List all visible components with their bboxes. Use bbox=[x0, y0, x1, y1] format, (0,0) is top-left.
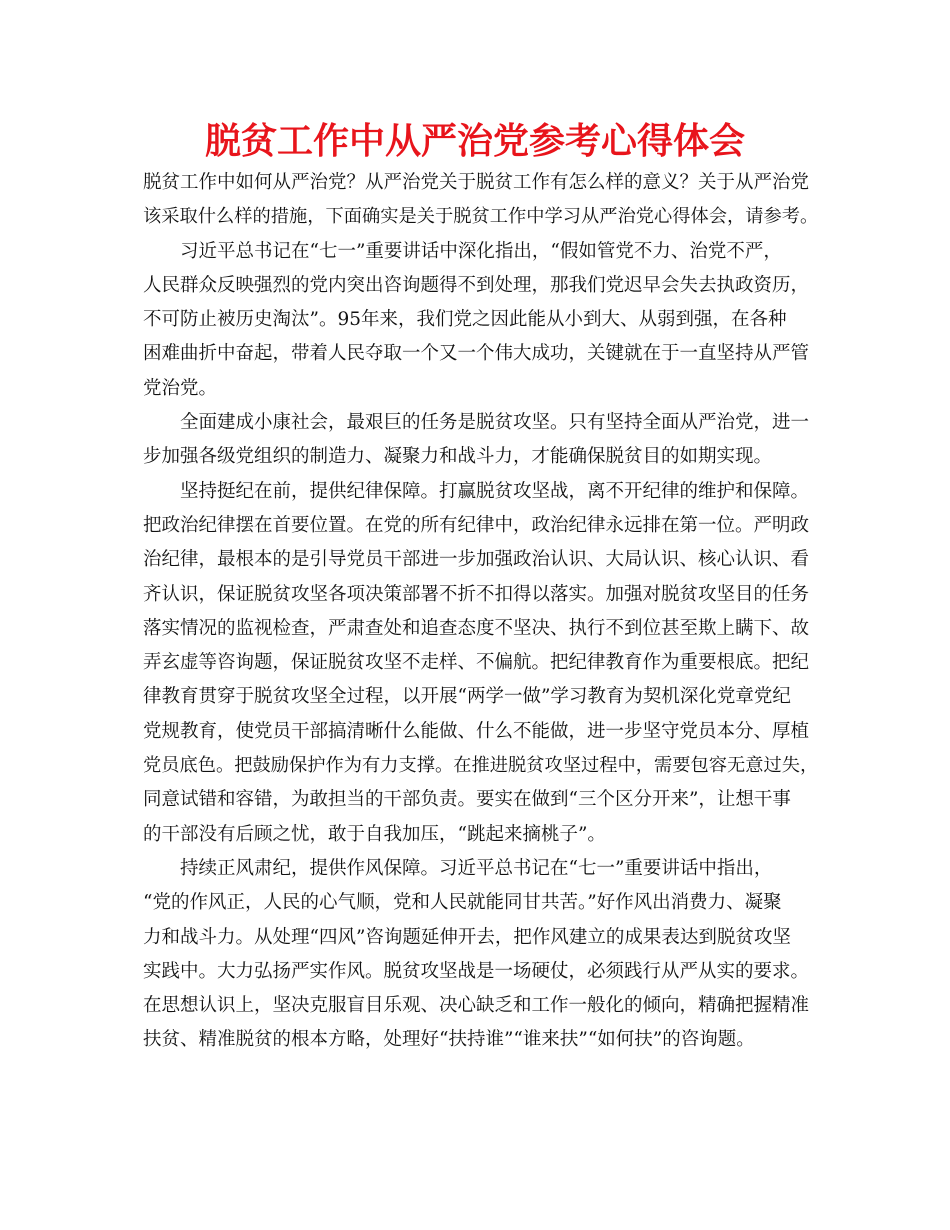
paragraph-line: 齐认识，保证脱贫攻坚各项决策部署不折不扣得以落实。加强对脱贫攻坚目的任务 bbox=[143, 583, 810, 605]
paragraph-line: 全面建成小康社会，最艰巨的任务是脱贫攻坚。只有坚持全面从严治党，进一 bbox=[180, 412, 810, 434]
paragraph-line: 党治党。 bbox=[143, 377, 218, 399]
paragraph-line: 不可防止被历史淘汰”。95年来，我们党之因此能从小到大、从弱到强，在各种 bbox=[143, 309, 787, 331]
document-title: 脱贫工作中从严治党参考心得体会 bbox=[204, 121, 745, 162]
paragraph-line: 弄玄虚等咨询题，保证脱贫攻坚不走样、不偏航。把纪律教育作为重要根底。把纪 bbox=[143, 652, 810, 674]
paragraph-line: “党的作风正，人民的心气顺，党和人民就能同甘共苦。”好作风出消费力、凝聚 bbox=[143, 892, 782, 914]
paragraph-line: 在思想认识上，坚决克服盲目乐观、决心缺乏和工作一般化的倾向，精确把握精准 bbox=[143, 995, 810, 1017]
paragraph-line: 困难曲折中奋起，带着人民夺取一个又一个伟大成功，关键就在于一直坚持从严管 bbox=[143, 343, 810, 365]
paragraph-line: 党员底色。把鼓励保护作为有力支撑。在推进脱贫攻坚过程中，需要包容无意过失， bbox=[143, 755, 819, 777]
paragraph-line: 治纪律，最根本的是引导党员干部进一步加强政治认识、大局认识、核心认识、看 bbox=[143, 549, 810, 571]
paragraph-line: 律教育贯穿于脱贫攻坚全过程，以开展“两学一做”学习教育为契机深化党章党纪 bbox=[143, 686, 791, 708]
paragraph-line: 步加强各级党组织的制造力、凝聚力和战斗力，才能确保脱贫目的如期实现。 bbox=[143, 446, 773, 468]
paragraph-line: 坚持挺纪在前，提供纪律保障。打赢脱贫攻坚战，离不开纪律的维护和保障。 bbox=[180, 480, 810, 502]
paragraph bbox=[143, 166, 823, 235]
paragraph-line: 人民群众反映强烈的党内突出咨询题得不到处理，那我们党迟早会失去执政资历， bbox=[143, 274, 810, 296]
document-body bbox=[143, 166, 823, 1058]
paragraph-line: 的干部没有后顾之忧，敢于自我加压，“跳起来摘桃子”。 bbox=[143, 823, 606, 845]
paragraph-line: 实践中。大力弘扬严实作风。脱贫攻坚战是一场硬仗，必须践行从严从实的要求。 bbox=[143, 960, 810, 982]
paragraph-line: 落实情况的监视检查，严肃查处和追查态度不坚决、执行不到位甚至欺上瞒下、故 bbox=[143, 617, 810, 639]
paragraph bbox=[143, 235, 823, 406]
paragraph-line: 同意试错和容错，为敢担当的干部负责。要实在做到“三个区分开来”，让想干事 bbox=[143, 789, 791, 811]
paragraph-line: 把政治纪律摆在首要位置。在党的所有纪律中，政治纪律永远排在第一位。严明政 bbox=[143, 514, 810, 536]
paragraph-line: 持续正风肃纪，提供作风保障。习近平总书记在“七一”重要讲话中指出， bbox=[180, 857, 773, 879]
paragraph bbox=[143, 406, 823, 475]
paragraph bbox=[143, 475, 823, 852]
paragraph-line: 扶贫、精准脱贫的根本方略，处理好“扶持谁”“谁来扶”“如何扶”的咨询题。 bbox=[143, 1029, 755, 1051]
paragraph-line: 习近平总书记在“七一”重要讲话中深化指出，“假如管党不力、治党不严， bbox=[180, 240, 782, 262]
paragraph bbox=[143, 852, 823, 1058]
paragraph-line: 力和战斗力。从处理“四风”咨询题延伸开去，把作风建立的成果表达到脱贫攻坚 bbox=[143, 926, 791, 948]
paragraph-line: 该采取什么样的措施，下面确实是关于脱贫工作中学习从严治党心得体会，请参考。 bbox=[143, 206, 819, 228]
paragraph-line: 党规教育，使党员干部搞清晰什么能做、什么不能做，进一步坚守党员本分、厚植 bbox=[143, 720, 810, 742]
paragraph-line: 脱贫工作中如何从严治党？从严治党关于脱贫工作有怎么样的意义？关于从严治党 bbox=[143, 172, 810, 193]
